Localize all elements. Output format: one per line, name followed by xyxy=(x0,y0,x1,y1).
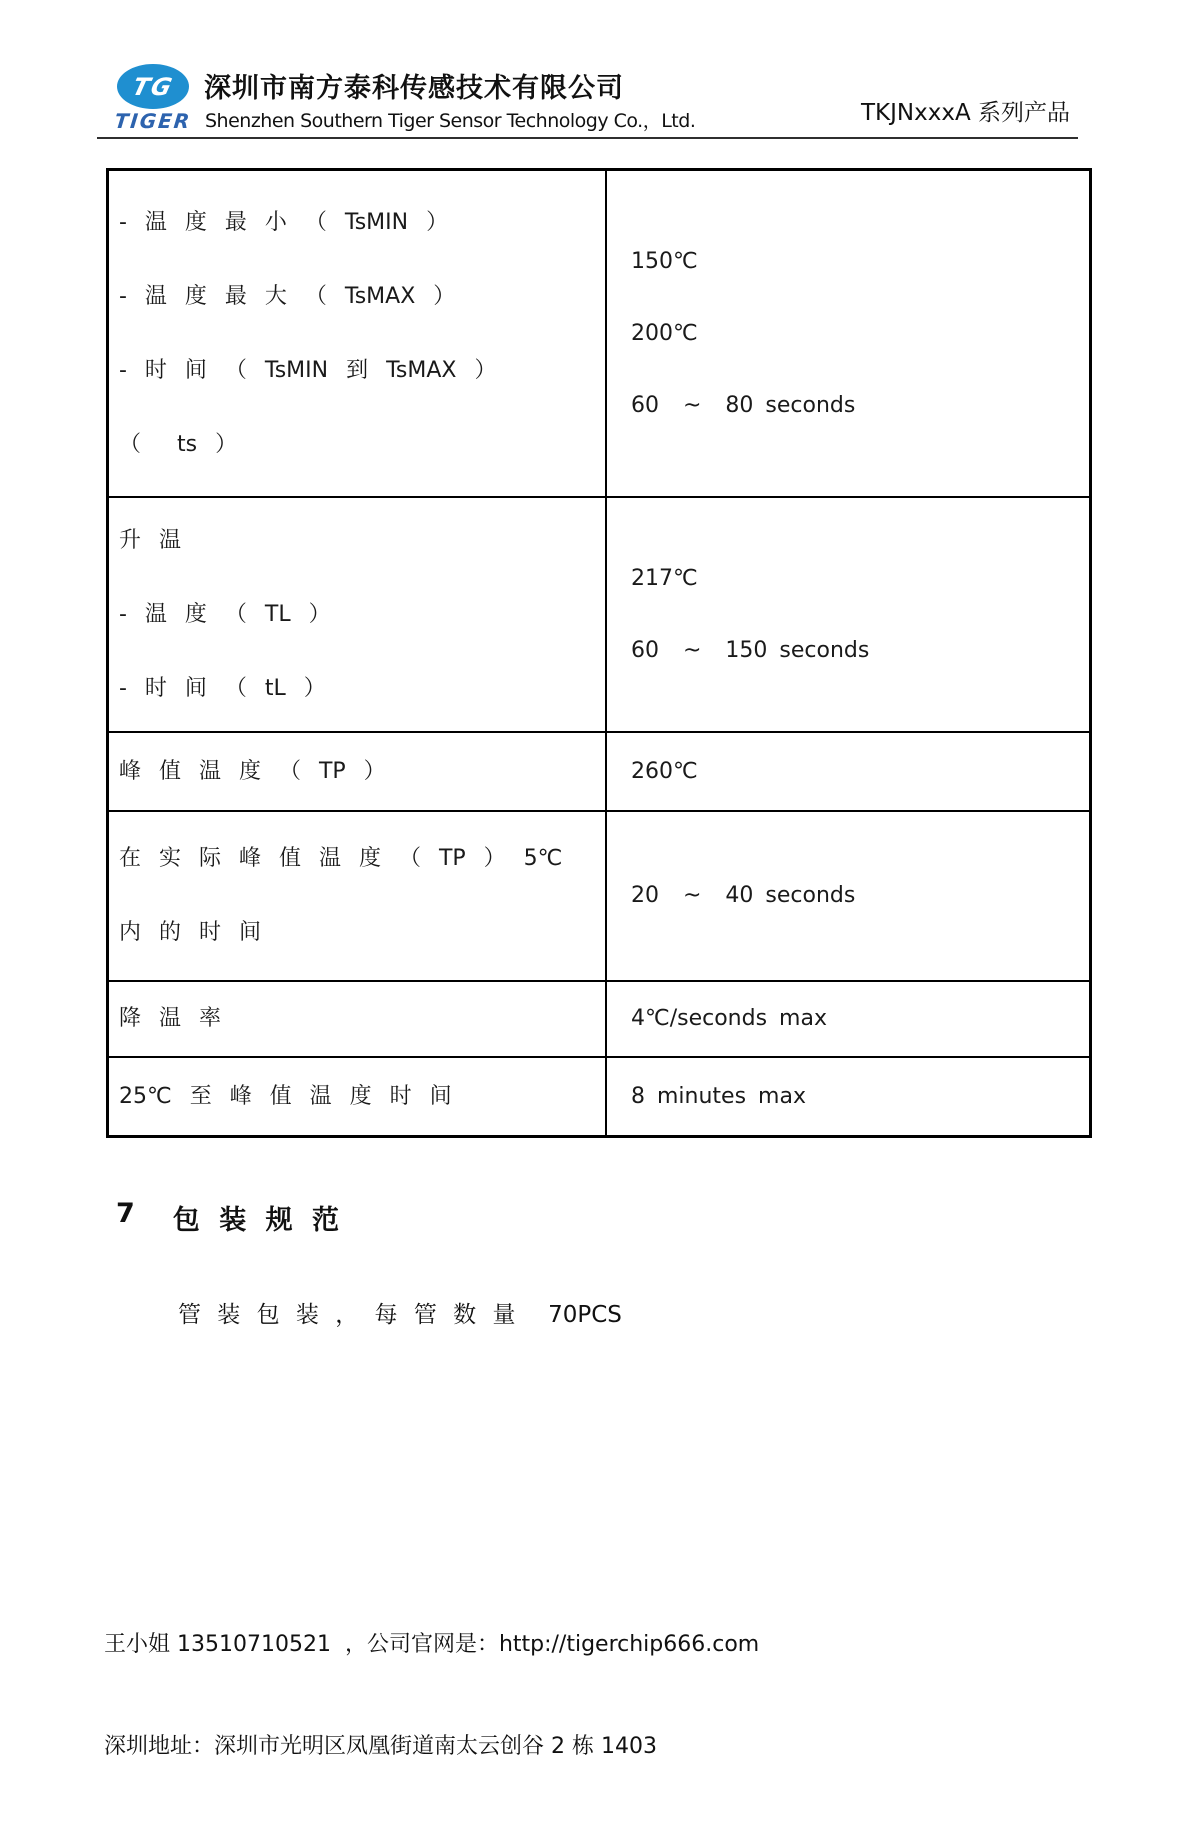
tiger-logo-icon xyxy=(117,64,189,109)
logo-monogram: TG xyxy=(129,72,177,101)
logo-brand-text: TIGER xyxy=(113,109,193,133)
contact-line: 王小姐 13510710521 ，公司官网是：http://tigerchip666.com xyxy=(104,1632,760,1657)
spec-name-cell xyxy=(109,733,607,812)
section-heading xyxy=(116,1198,339,1237)
packaging-spec-text: 管 装 包 装 ， 每 管 数 量 70PCS xyxy=(178,1302,622,1328)
spec-value: 60 ~ 80 seconds xyxy=(631,392,856,418)
spec-name-cell xyxy=(109,1058,607,1135)
spec-value-cell xyxy=(607,812,1089,982)
spec-line: - 温 度 （ TL ） xyxy=(119,601,331,627)
spec-value-cell xyxy=(607,171,1089,498)
spec-value: 150℃ xyxy=(631,248,698,274)
spec-name-cell xyxy=(109,171,607,498)
spec-line: 升 温 xyxy=(119,527,181,553)
spec-line: 25℃ 至 峰 值 温 度 时 间 xyxy=(119,1083,452,1109)
spec-value-cell xyxy=(607,733,1089,812)
spec-line: - 温 度 最 小 （ TsMIN ） xyxy=(119,209,449,235)
section-title: 包 装 规 范 xyxy=(172,1205,339,1236)
spec-name-cell xyxy=(109,982,607,1058)
spec-line: - 时 间 （ TsMIN 到 TsMAX ） xyxy=(119,357,497,383)
spec-value: 20 ~ 40 seconds xyxy=(631,883,856,908)
address-line: 深圳地址：深圳市光明区凤凰街道南太云创谷 2 栋 1403 xyxy=(104,1734,657,1759)
spec-line: 内 的 时 间 xyxy=(119,920,261,945)
page-footer xyxy=(104,1560,759,1832)
spec-value: 260℃ xyxy=(631,758,698,784)
spec-line: - 时 间 （ tL ） xyxy=(119,675,326,701)
company-name-cn: 深圳市南方泰科传感技术有限公司 xyxy=(204,73,624,104)
spec-value-cell xyxy=(607,1058,1089,1135)
product-series-label: TKJNxxxA 系列产品 xyxy=(861,100,1070,126)
spec-value: 200℃ xyxy=(631,320,698,346)
spec-line: （ ts ） xyxy=(119,431,238,457)
spec-value: 217℃ xyxy=(631,565,698,591)
spec-name-cell xyxy=(109,812,607,982)
spec-line: - 温 度 最 大 （ TsMAX ） xyxy=(119,283,456,309)
reflow-spec-table xyxy=(106,168,1092,1138)
spec-value-cell xyxy=(607,982,1089,1058)
spec-line: 峰 值 温 度 （ TP ） xyxy=(119,758,386,784)
spec-value: 4℃/seconds max xyxy=(631,1006,827,1031)
header-divider xyxy=(97,137,1078,139)
spec-name-cell xyxy=(109,498,607,733)
spec-value: 60 ~ 150 seconds xyxy=(631,637,870,663)
company-name-en: Shenzhen Southern Tiger Sensor Technology Co.，Ltd. xyxy=(205,110,696,132)
spec-value-cell xyxy=(607,498,1089,733)
spec-line: 在 实 际 峰 值 温 度 （ TP ） 5℃ xyxy=(119,846,563,871)
spec-line: 降 温 率 xyxy=(119,1006,221,1031)
section-number: 7 xyxy=(116,1198,135,1229)
spec-value: 8 minutes max xyxy=(631,1083,806,1109)
